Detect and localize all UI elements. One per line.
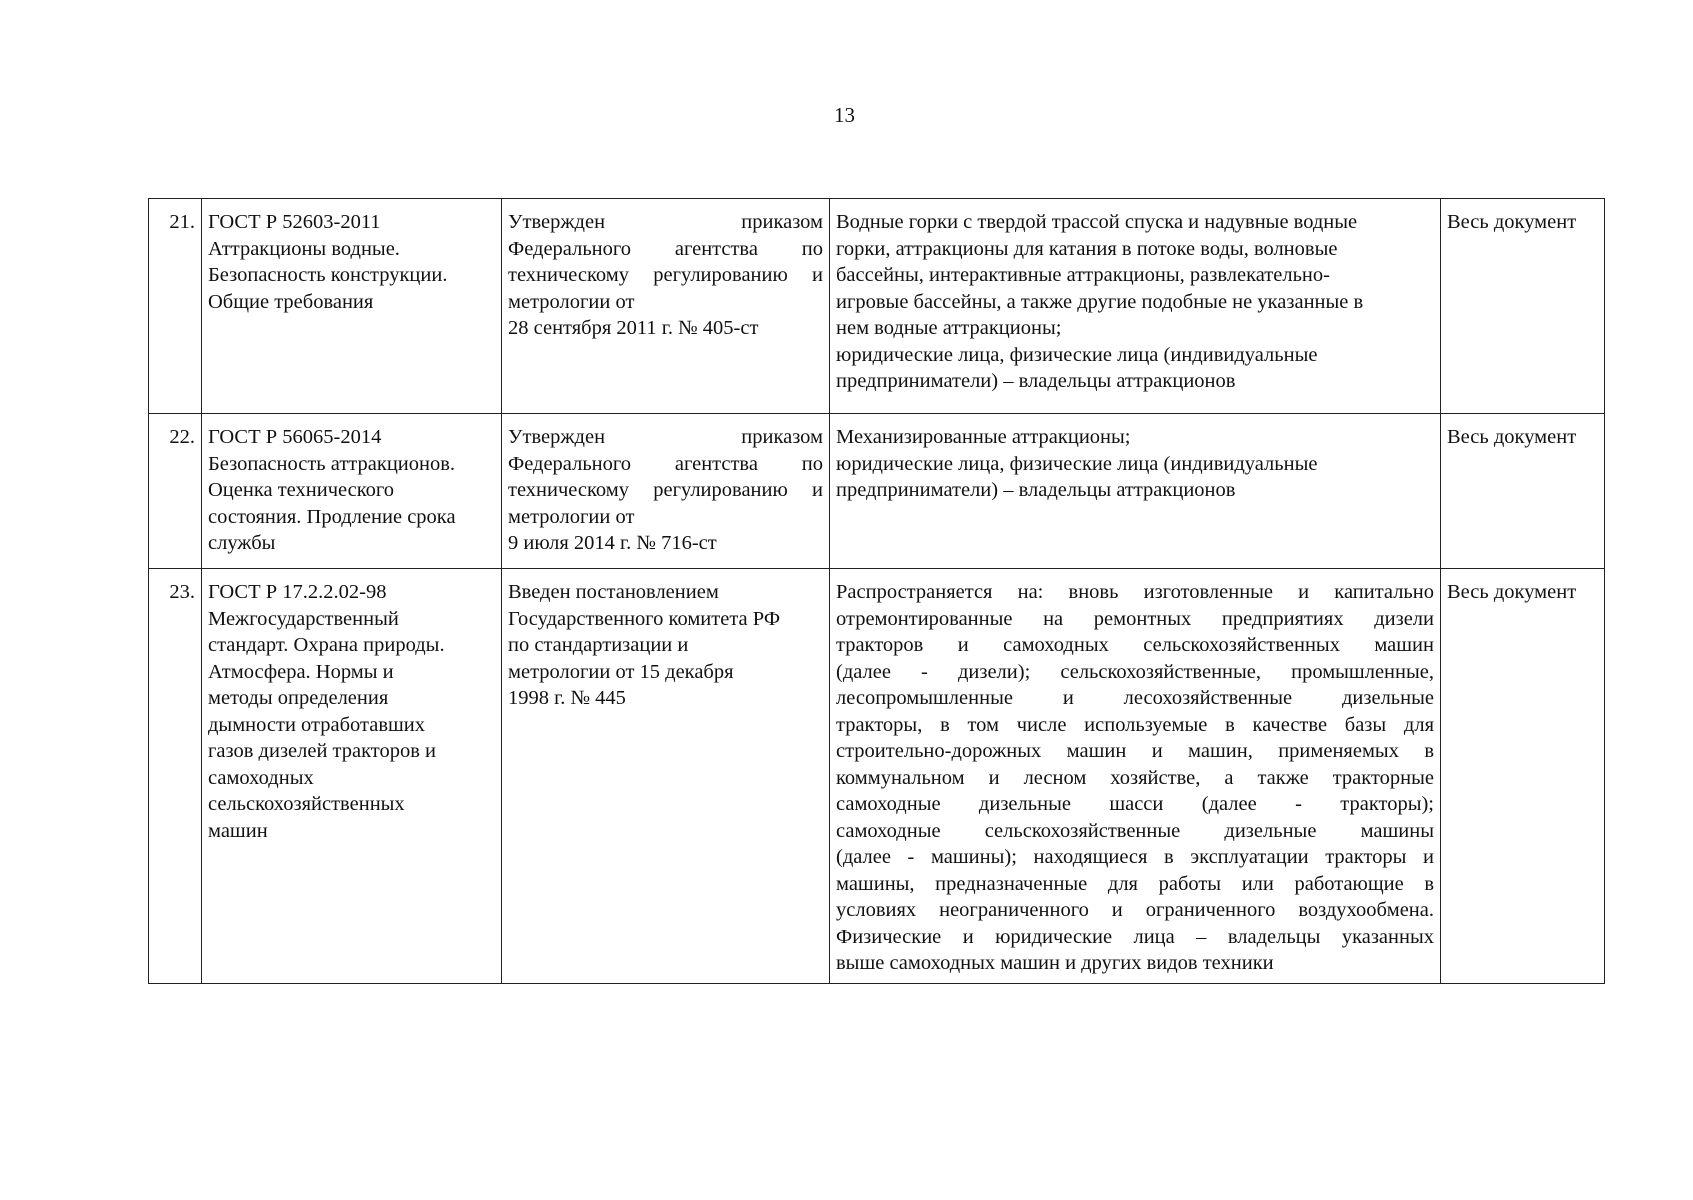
standard-line: Безопасность конструкции. [208, 264, 448, 286]
approval-line: по стандартизации и [508, 634, 689, 656]
scope-line: Механизированные аттракционы; [836, 426, 1131, 448]
approval-line: Федерального агентства по [508, 237, 823, 260]
standard-line: стандарт. Охрана природы. [208, 634, 445, 656]
table-row [149, 414, 1605, 569]
applicable-part-cell: Весь документ [1441, 569, 1605, 984]
scope-line: коммунальном и лесном хозяйстве, а также тракторные [836, 766, 1434, 789]
approval-act-cell [502, 199, 830, 414]
standard-line: Межгосударственный [208, 607, 399, 630]
standard-line: машин [208, 819, 268, 842]
scope-line: бассейны, интерактивные аттракционы, развлекательно- [836, 264, 1330, 286]
approval-act-cell [502, 414, 830, 569]
approval-line: 9 июля 2014 г. № 716-ст [508, 532, 717, 554]
scope-line: предприниматели) – владельцы аттракционов [836, 479, 1236, 501]
scope-line: тракторы, в том числе используемые в качестве базы для [836, 713, 1434, 736]
scope-line: лесопромышленные и лесохозяйственные дизельные [836, 687, 1434, 709]
standards-table [148, 198, 1605, 984]
standard-line: Общие требования [208, 290, 374, 313]
approval-line: Федерального агентства по [508, 452, 823, 475]
standard-line: методы определения [208, 687, 389, 709]
applicable-part-cell: Весь документ [1441, 414, 1605, 569]
scope-line: отремонтированные на ремонтных предприятиях дизели [836, 607, 1434, 630]
page-number [0, 103, 1693, 128]
approval-line: метрологии от 15 декабря [508, 660, 734, 683]
standard-line: Аттракционы водные. [208, 237, 400, 260]
approval-line: Введен постановлением [508, 581, 719, 603]
standard-line: Оценка технического [208, 479, 395, 501]
approval-line: техническому регулированию и [508, 479, 823, 501]
scope-line: выше самоходных машин и других видов техники [836, 952, 1274, 974]
standard-line: ГОСТ Р 52603-2011 [208, 211, 381, 233]
approval-line: метрологии от [508, 290, 635, 313]
scope-line: Распространяется на: вновь изготовленные и капитально [836, 581, 1434, 603]
scope-line: самоходные сельскохозяйственные дизельные машины [836, 819, 1434, 842]
standard-line: ГОСТ Р 17.2.2.02-98 [208, 581, 387, 603]
standard-line: службы [208, 532, 276, 554]
scope-line: строительно-дорожных машин и машин, применяемых в [836, 740, 1434, 762]
scope-line: юридические лица, физические лица (индивидуальные [836, 452, 1318, 475]
scope-cell [830, 569, 1441, 984]
scope-line: Водные горки с твердой трассой спуска и надувные водные [836, 211, 1358, 233]
approval-line: Утвержден приказом [508, 211, 823, 233]
approval-line: метрологии от [508, 505, 635, 528]
page-number-text: 13 [834, 103, 855, 127]
standard-cell [202, 199, 502, 414]
scope-line: игровые бассейны, а также другие подобные не указанные в [836, 290, 1364, 313]
scope-line: (далее - дизели); сельскохозяйственные, промышленные, [836, 660, 1434, 683]
approval-line: 1998 г. № 445 [508, 687, 626, 709]
approval-line: Государственного комитета РФ [508, 607, 781, 630]
approval-line: Утвержден приказом [508, 426, 823, 448]
standard-line: состояния. Продление срока [208, 505, 456, 528]
row-number: 22. [149, 414, 202, 569]
scope-line: машины, предназначенные для работы или работающие в [836, 872, 1434, 895]
scope-line: предприниматели) – владельцы аттракционов [836, 370, 1236, 392]
scope-line: тракторов и самоходных сельскохозяйственных машин [836, 634, 1434, 656]
standard-line: газов дизелей тракторов и [208, 740, 437, 762]
row-number: 23. [149, 569, 202, 984]
table-row [149, 199, 1605, 414]
applicable-part-cell: Весь документ [1441, 199, 1605, 414]
scope-cell [830, 199, 1441, 414]
standard-line: самоходных [208, 766, 314, 789]
approval-line: техническому регулированию и [508, 264, 823, 286]
standard-line: Атмосфера. Нормы и [208, 660, 394, 683]
scope-line: нем водные аттракционы; [836, 317, 1062, 339]
scope-line: условиях неограниченного и ограниченного воздухообмена. [836, 899, 1434, 921]
scope-line: (далее - машины); находящиеся в эксплуатации тракторы и [836, 846, 1434, 868]
standard-line: Безопасность аттракционов. [208, 452, 456, 475]
standard-cell [202, 414, 502, 569]
row-number: 21. [149, 199, 202, 414]
standard-line: ГОСТ Р 56065-2014 [208, 426, 382, 448]
approval-line: 28 сентября 2011 г. № 405-ст [508, 317, 759, 339]
scope-line: горки, аттракционы для катания в потоке воды, волновые [836, 237, 1338, 260]
standard-line: дымности отработавших [208, 713, 426, 736]
scope-line: Физические и юридические лица – владельцы указанных [836, 925, 1434, 948]
scope-cell [830, 414, 1441, 569]
table-row [149, 569, 1605, 984]
standard-line: сельскохозяйственных [208, 793, 405, 815]
scope-line: юридические лица, физические лица (индивидуальные [836, 343, 1318, 366]
scope-line: самоходные дизельные шасси (далее - тракторы); [836, 793, 1434, 815]
approval-act-cell [502, 569, 830, 984]
standard-cell [202, 569, 502, 984]
